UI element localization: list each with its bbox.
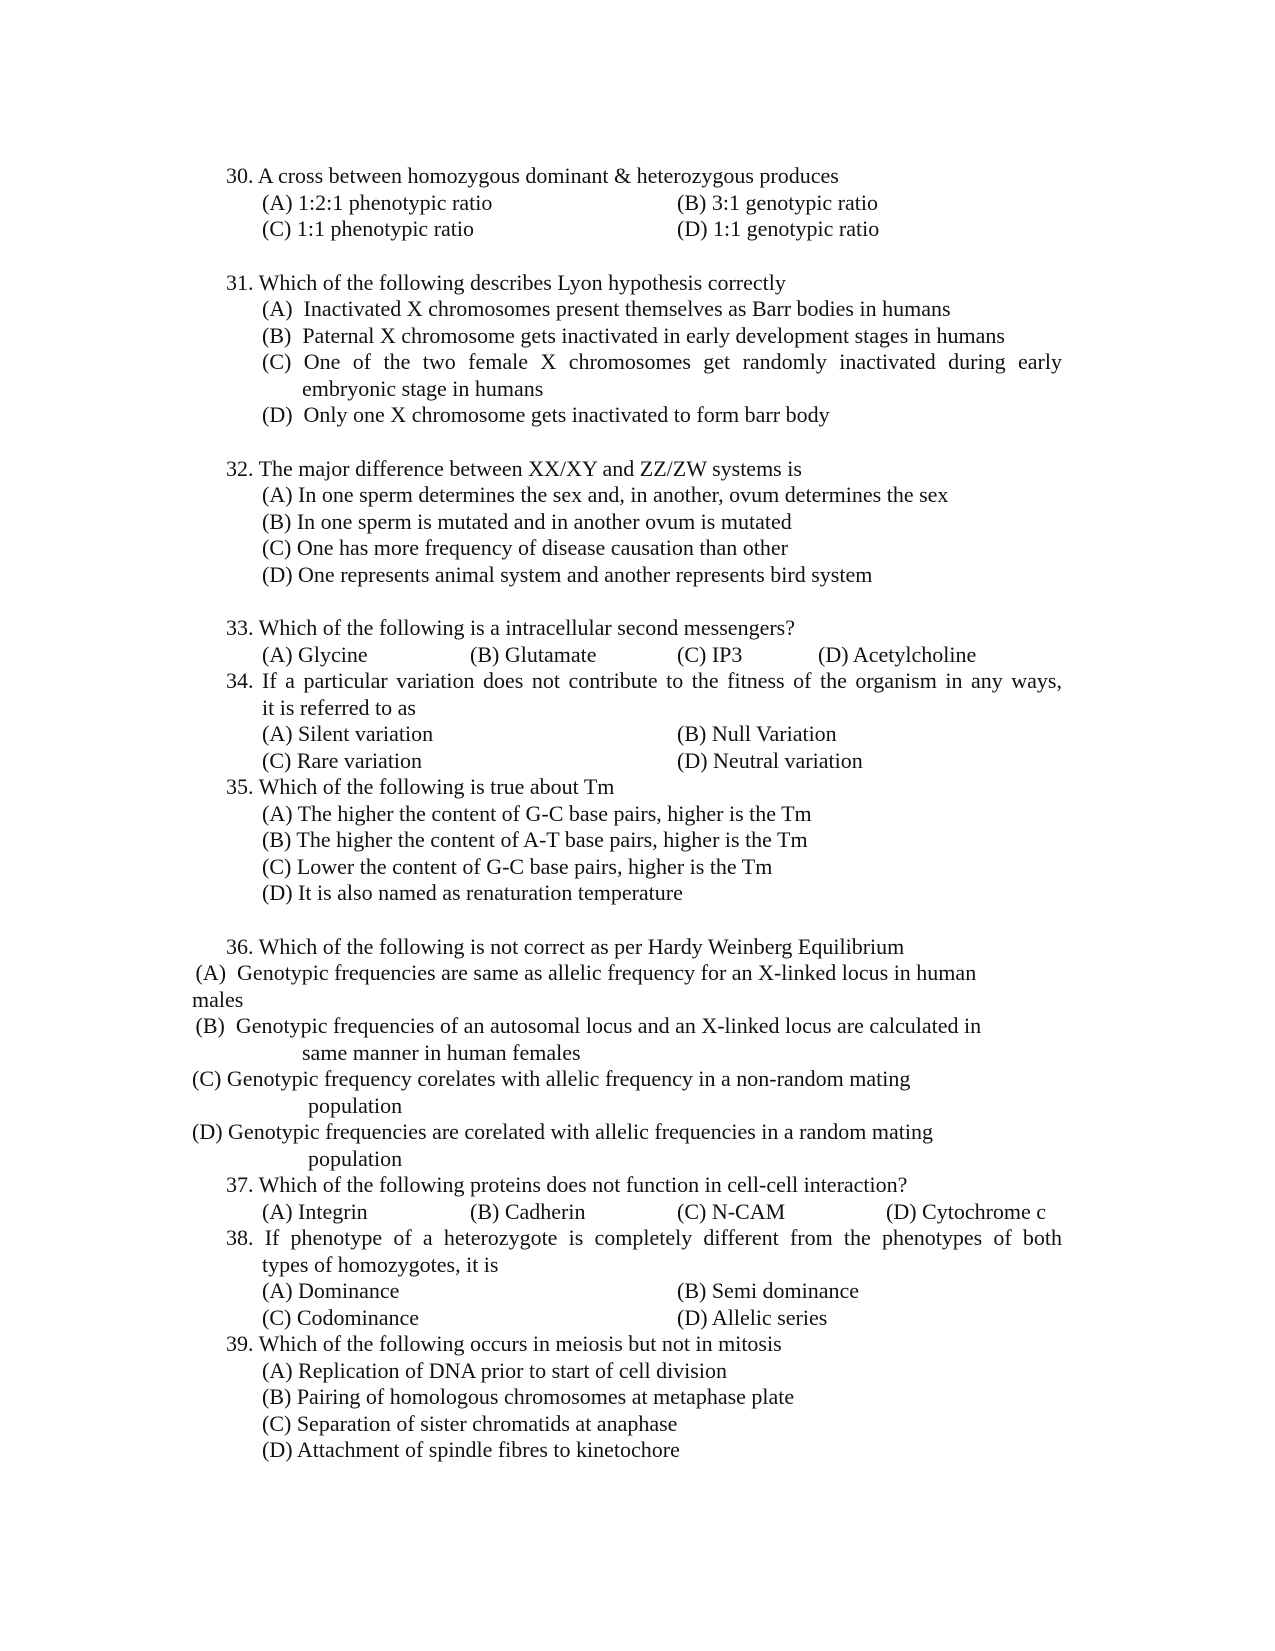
question-39-option-b: (B) Pairing of homologous chromosomes at metaphase plate xyxy=(262,1384,795,1409)
question-36-option-d: (D) Genotypic frequencies are corelated with allelic frequencies in a random mating xyxy=(192,1119,933,1144)
question-38-option-b: (B) Semi dominance xyxy=(677,1278,860,1303)
question-31-option-b: (B) Paternal X chromosome gets inactivated in early development stages in humans xyxy=(262,323,1005,348)
question-36-option-b: (B) Genotypic frequencies of an autosomal locus and an X-linked locus are calculated in xyxy=(190,1013,982,1038)
question-35-stem: 35. Which of the following is true about Tm xyxy=(226,774,615,799)
question-33-stem: 33. Which of the following is a intracellular second messengers? xyxy=(226,615,795,640)
question-30-option-d: (D) 1:1 genotypic ratio xyxy=(677,216,880,241)
question-31-option-c: (C) One of the two female X chromosomes get randomly inactivated during early xyxy=(262,349,1062,374)
question-38-option-a: (A) Dominance xyxy=(262,1278,400,1303)
question-34-stem-continued: it is referred to as xyxy=(262,695,416,720)
question-36-option-c: (C) Genotypic frequency corelates with allelic frequency in a non-random mating xyxy=(192,1066,911,1091)
question-34-option-a: (A) Silent variation xyxy=(262,721,434,746)
question-35-option-c: (C) Lower the content of G-C base pairs, higher is the Tm xyxy=(262,854,773,879)
question-37-option-a: (A) Integrin xyxy=(262,1199,368,1224)
question-36-option-d-continued: population xyxy=(308,1146,403,1171)
question-32-stem: 32. The major difference between XX/XY and ZZ/ZW systems is xyxy=(226,456,802,481)
question-37-option-b: (B) Cadherin xyxy=(470,1199,586,1224)
question-35-option-a: (A) The higher the content of G-C base pairs, higher is the Tm xyxy=(262,801,812,826)
question-36-option-b-continued: same manner in human females xyxy=(302,1040,581,1065)
question-37-option-c: (C) N-CAM xyxy=(677,1199,786,1224)
question-38-option-d: (D) Allelic series xyxy=(677,1305,828,1330)
question-30-stem: 30. A cross between homozygous dominant & heterozygous produces xyxy=(226,163,839,188)
question-31-stem: 31. Which of the following describes Lyon hypothesis correctly xyxy=(226,270,786,295)
question-35-option-b: (B) The higher the content of A-T base pairs, higher is the Tm xyxy=(262,827,808,852)
question-32-option-c: (C) One has more frequency of disease causation than other xyxy=(262,535,788,560)
question-32-option-a: (A) In one sperm determines the sex and, in another, ovum determines the sex xyxy=(262,482,949,507)
question-30-option-a: (A) 1:2:1 phenotypic ratio xyxy=(262,190,493,215)
question-38-option-c: (C) Codominance xyxy=(262,1305,420,1330)
question-39-option-d: (D) Attachment of spindle fibres to kinetochore xyxy=(262,1437,680,1462)
question-36-option-a: (A) Genotypic frequencies are same as allelic frequency for an X-linked locus in human xyxy=(190,960,977,985)
question-36-stem: 36. Which of the following is not correct as per Hardy Weinberg Equilibrium xyxy=(226,934,905,959)
question-32-option-b: (B) In one sperm is mutated and in another ovum is mutated xyxy=(262,509,792,534)
question-33-option-a: (A) Glycine xyxy=(262,642,368,667)
question-37-option-d: (D) Cytochrome c xyxy=(886,1199,1047,1224)
question-39-option-a: (A) Replication of DNA prior to start of cell division xyxy=(262,1358,727,1383)
question-37-stem: 37. Which of the following proteins does not function in cell-cell interaction? xyxy=(226,1172,908,1197)
question-35-option-d: (D) It is also named as renaturation temperature xyxy=(262,880,683,905)
question-34-stem: 34. If a particular variation does not contribute to the fitness of the organism in any ways, xyxy=(226,668,1062,693)
question-39-option-c: (C) Separation of sister chromatids at anaphase xyxy=(262,1411,678,1436)
question-31-option-c-continued: embryonic stage in humans xyxy=(302,376,544,401)
question-33-option-b: (B) Glutamate xyxy=(470,642,597,667)
question-34-option-c: (C) Rare variation xyxy=(262,748,423,773)
question-38-stem-continued: types of homozygotes, it is xyxy=(262,1252,499,1277)
question-30-option-c: (C) 1:1 phenotypic ratio xyxy=(262,216,475,241)
question-34-option-d: (D) Neutral variation xyxy=(677,748,863,773)
question-36-option-a-continued: males xyxy=(192,987,244,1012)
question-34-option-b: (B) Null Variation xyxy=(677,721,837,746)
question-30-option-b: (B) 3:1 genotypic ratio xyxy=(677,190,879,215)
question-38-stem: 38. If phenotype of a heterozygote is completely different from the phenotypes of both xyxy=(226,1225,1062,1250)
question-32-option-d: (D) One represents animal system and another represents bird system xyxy=(262,562,873,587)
question-33-option-d: (D) Acetylcholine xyxy=(818,642,977,667)
question-31-option-d: (D) Only one X chromosome gets inactivated to form barr body xyxy=(262,402,830,427)
question-33-option-c: (C) IP3 xyxy=(677,642,743,667)
question-31-option-a: (A) Inactivated X chromosomes present themselves as Barr bodies in humans xyxy=(262,296,951,321)
question-36-option-c-continued: population xyxy=(308,1093,403,1118)
question-39-stem: 39. Which of the following occurs in meiosis but not in mitosis xyxy=(226,1331,782,1356)
